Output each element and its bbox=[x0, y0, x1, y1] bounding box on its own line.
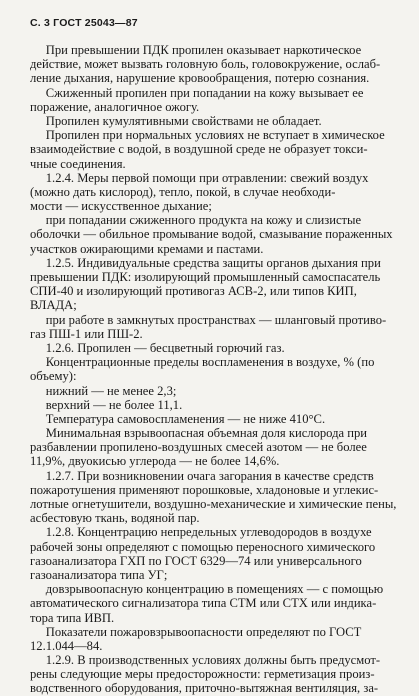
text-line: Сжиженный пропилен при попадании на кожу вызывает ее bbox=[30, 85, 364, 100]
text-line: лотные огнетушители, воздушно-механические и химические пены, bbox=[30, 497, 397, 511]
text-line: Пропилен при нормальных условиях не вступает в химическое bbox=[30, 128, 385, 143]
text-line: оболочки — обильное промывание водой, смазывание пораженных bbox=[30, 227, 393, 242]
text-line: При превышении ПДК пропилен оказывает наркотическое bbox=[30, 43, 362, 57]
text-line: превышении ПДК: изолирующий промышленный самоспасатель bbox=[30, 270, 381, 284]
text-line: разбавлении пропилено-воздушных смесей азотом — не более bbox=[30, 440, 367, 455]
text-line: 1.2.5. Индивидуальные средства защиты органов дыхания при bbox=[30, 255, 381, 270]
text-line: автоматического сигнализатора типа СТМ или СТХ или индика- bbox=[30, 596, 377, 611]
text-line: 1.2.8. Концентрацию непредельных углеводородов в воздухе bbox=[30, 525, 372, 540]
text-line: ление дыхания, нарушение кровообращения, потерю сознания. bbox=[30, 71, 370, 86]
text-line: 12.1.044—84. bbox=[30, 638, 103, 653]
text-line: поражение, аналогичное ожогу. bbox=[30, 99, 200, 114]
text-line: 1.2.6. Пропилен — бесцветный горючий газ. bbox=[30, 340, 285, 355]
text-line: Показатели пожаровзрывоопасности определяют по ГОСТ bbox=[30, 624, 362, 639]
text-line: верхний — не более 11,1. bbox=[30, 397, 183, 412]
text-line: 1.2.9. В производственных условиях должны быть предусмот- bbox=[30, 653, 381, 668]
text-line: участков ожирающими кремами и пастами. bbox=[30, 241, 264, 256]
text-line: тора типа ИВП. bbox=[30, 610, 115, 625]
document-body bbox=[30, 43, 400, 696]
page-header: С. 3 ГОСТ 25043—87 bbox=[30, 17, 138, 29]
text-line: Концентрационные пределы воспламенения в воздухе, % (по bbox=[30, 355, 375, 370]
text-line: 11,9%, двуокисью углерода — не более 14,6%. bbox=[30, 454, 280, 469]
text-line: Минимальная взрывоопасная объемная доля кислорода при bbox=[30, 426, 368, 441]
text-line: при попадании сжиженного продукта на кожу и слизистые bbox=[30, 213, 362, 228]
text-line: действие, может вызвать головную боль, головокружение, ослаб- bbox=[30, 57, 381, 72]
text-line: рены следующие меры предосторожности: герметизация произ- bbox=[30, 667, 375, 682]
text-line: асбестовую ткань, водяной пар. bbox=[30, 511, 200, 526]
text-line: Пропилен кумулятивными свойствами не обладает. bbox=[30, 113, 322, 128]
text-line: 1.2.4. Меры первой помощи при отравлении: свежий воздух bbox=[30, 170, 369, 185]
text-line: довзрывоопасную концентрацию в помещениях — с помощью bbox=[30, 582, 384, 597]
text-line: Температура самовоспламенения — не ниже 410°С. bbox=[30, 411, 326, 426]
text-line: взаимодействие с водой, в воздушной среде не образует токси- bbox=[30, 142, 368, 157]
text-line: газоанализатора ГХП по ГОСТ 6329—74 или универсального bbox=[30, 553, 362, 568]
text-line: мости — искусственное дыхание; bbox=[30, 199, 212, 214]
text-line: объему): bbox=[30, 369, 77, 384]
text-line: газоанализатора типа УГ; bbox=[30, 567, 168, 582]
text-line: СПИ-40 и изолирующий противогаз АСВ-2, или типов КИП, bbox=[30, 284, 357, 299]
text-line: пожаротушения применяют порошковые, хладоновые и углекис- bbox=[30, 482, 379, 497]
text-line: ВЛАДА; bbox=[30, 298, 77, 313]
text-line: при работе в замкнутых пространствах — шланговый противо- bbox=[30, 312, 387, 327]
text-line: чные соединения. bbox=[30, 156, 126, 171]
text-line: рабочей зоны определяют с помощью переносного химического bbox=[30, 539, 376, 554]
text-line: водственного оборудования, приточно-вытяжная вентиляция, за- bbox=[30, 681, 379, 696]
text-line: газ ПШ-1 или ПШ-2. bbox=[30, 326, 143, 341]
text-line: (можно дать кислород), тепло, покой, в случае необходи- bbox=[30, 184, 336, 199]
text-line: нижний — не менее 2,3; bbox=[30, 383, 177, 398]
text-line: 1.2.7. При возникновении очага загорания в качестве средств bbox=[30, 468, 374, 483]
